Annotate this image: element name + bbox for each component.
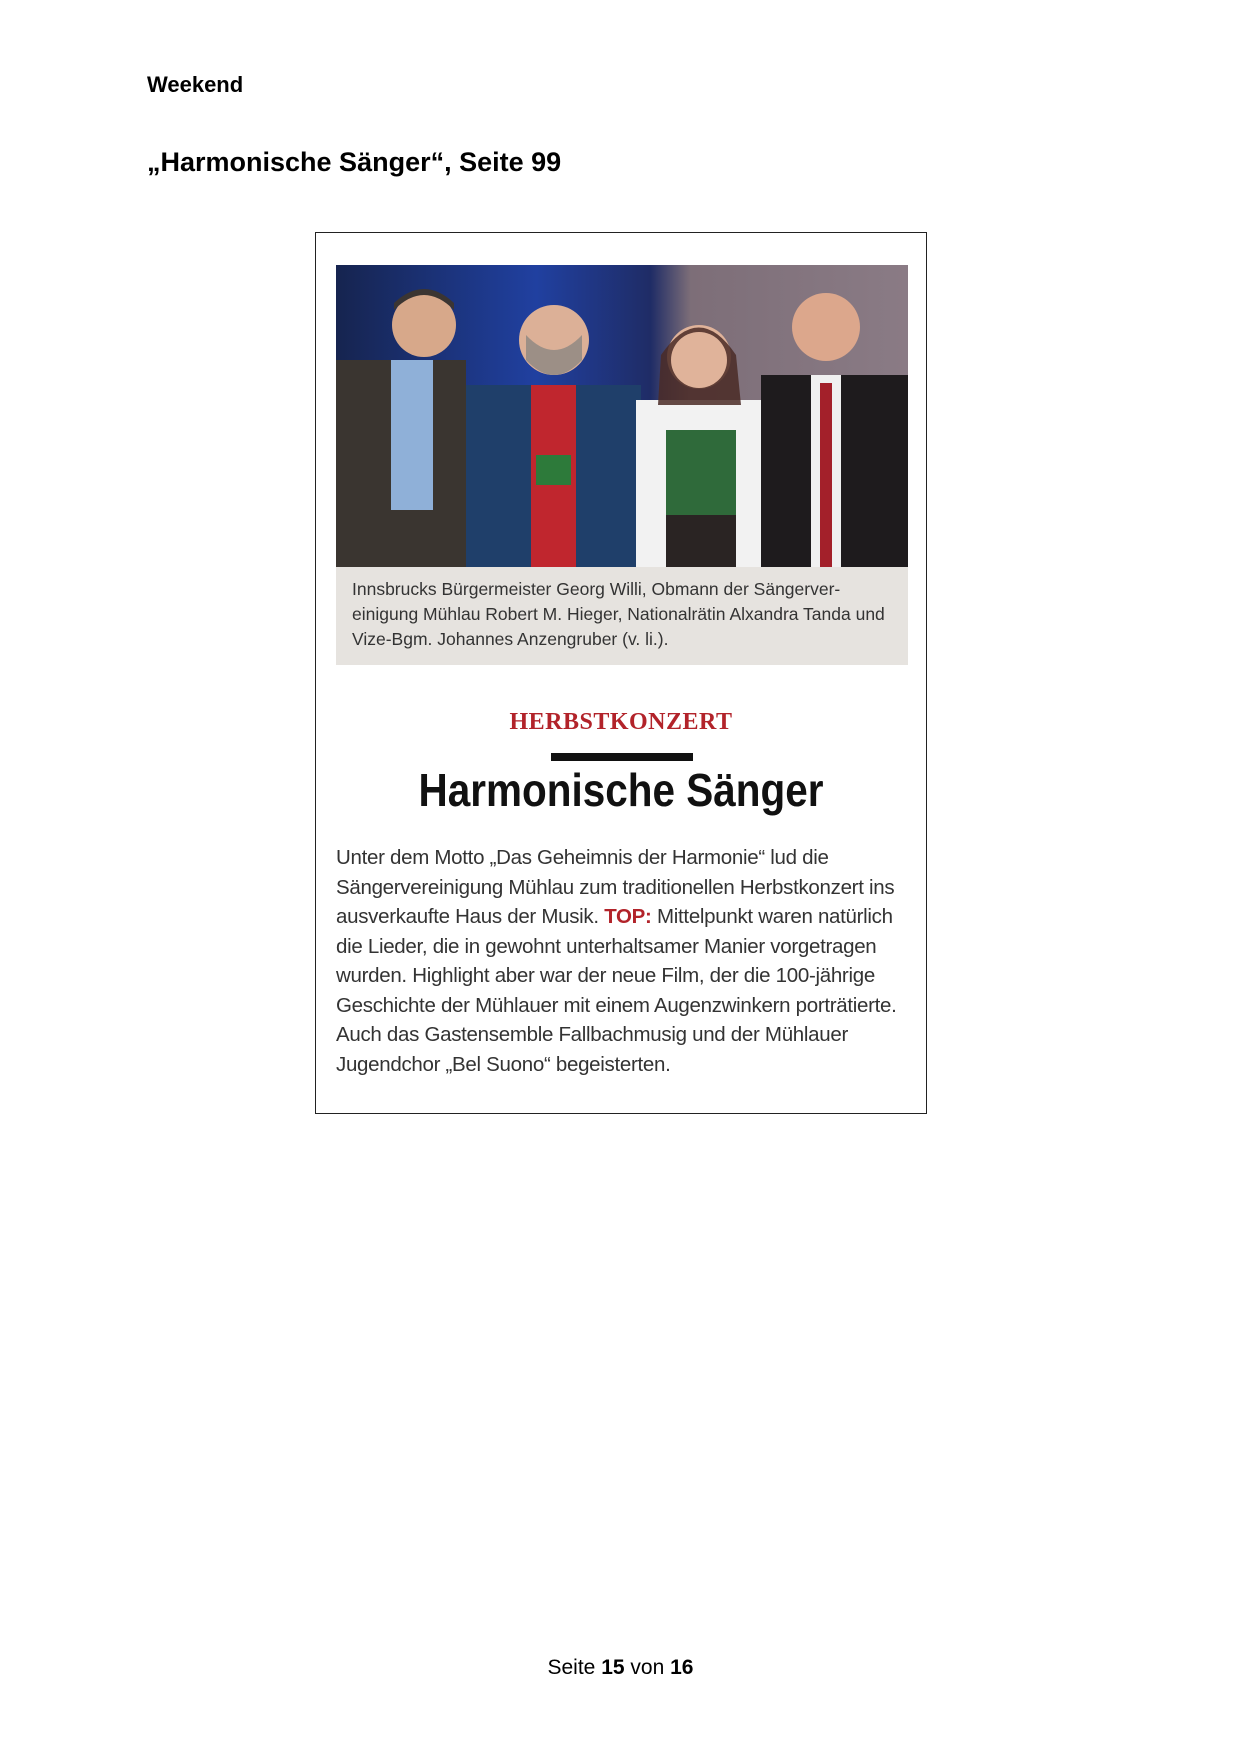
footer-prefix: Seite bbox=[547, 1656, 596, 1679]
publication-name: Weekend bbox=[147, 72, 244, 97]
group-photo bbox=[336, 265, 908, 567]
article-title: Harmonische Sänger bbox=[418, 764, 824, 816]
footer-middle: von bbox=[630, 1656, 665, 1679]
top-label: TOP: bbox=[604, 905, 652, 928]
newspaper-clipping bbox=[315, 232, 927, 1114]
page-footer bbox=[0, 1656, 1241, 1680]
article-body bbox=[336, 843, 910, 1079]
current-page-number: 15 bbox=[601, 1656, 625, 1679]
total-page-number: 16 bbox=[670, 1656, 694, 1679]
article-headline: „Harmonische Sänger“, Seite 99 bbox=[147, 147, 562, 177]
kicker-divider bbox=[551, 753, 693, 761]
photo-caption: Innsbrucks Bürgermeister Georg Willi, Obmann der Sängervereinigung Mühlau Robert M. Hieger, Nationalrätin Alxandra Tanda und Vize-Bgm. Johannes Anzengruber (v. li.). bbox=[336, 567, 908, 665]
body-text-rest: Mittelpunkt waren natürlich die Lieder, die in gewohnt unterhaltsamer Manier vorgetragen wurden. Highlight aber war der neue Film, der die 100-jährige Geschichte der Mühlauer mit einem Augenzwinkern porträtierte. Auch das Gastensemble Fallbachmusig und der Mühlauer Jugendchor „Bel Suono“ begeisterten. bbox=[336, 905, 897, 1076]
body-text-intro: Unter dem Motto „Das Geheimnis der Harmonie“ lud die Sängervereinigung Mühlau zum traditionellen Herbstkonzert ins ausverkaufte Haus der Musik. bbox=[336, 846, 895, 928]
group-photo-illustration bbox=[336, 265, 908, 567]
section-kicker: HERBSTKONZERT bbox=[509, 709, 733, 735]
